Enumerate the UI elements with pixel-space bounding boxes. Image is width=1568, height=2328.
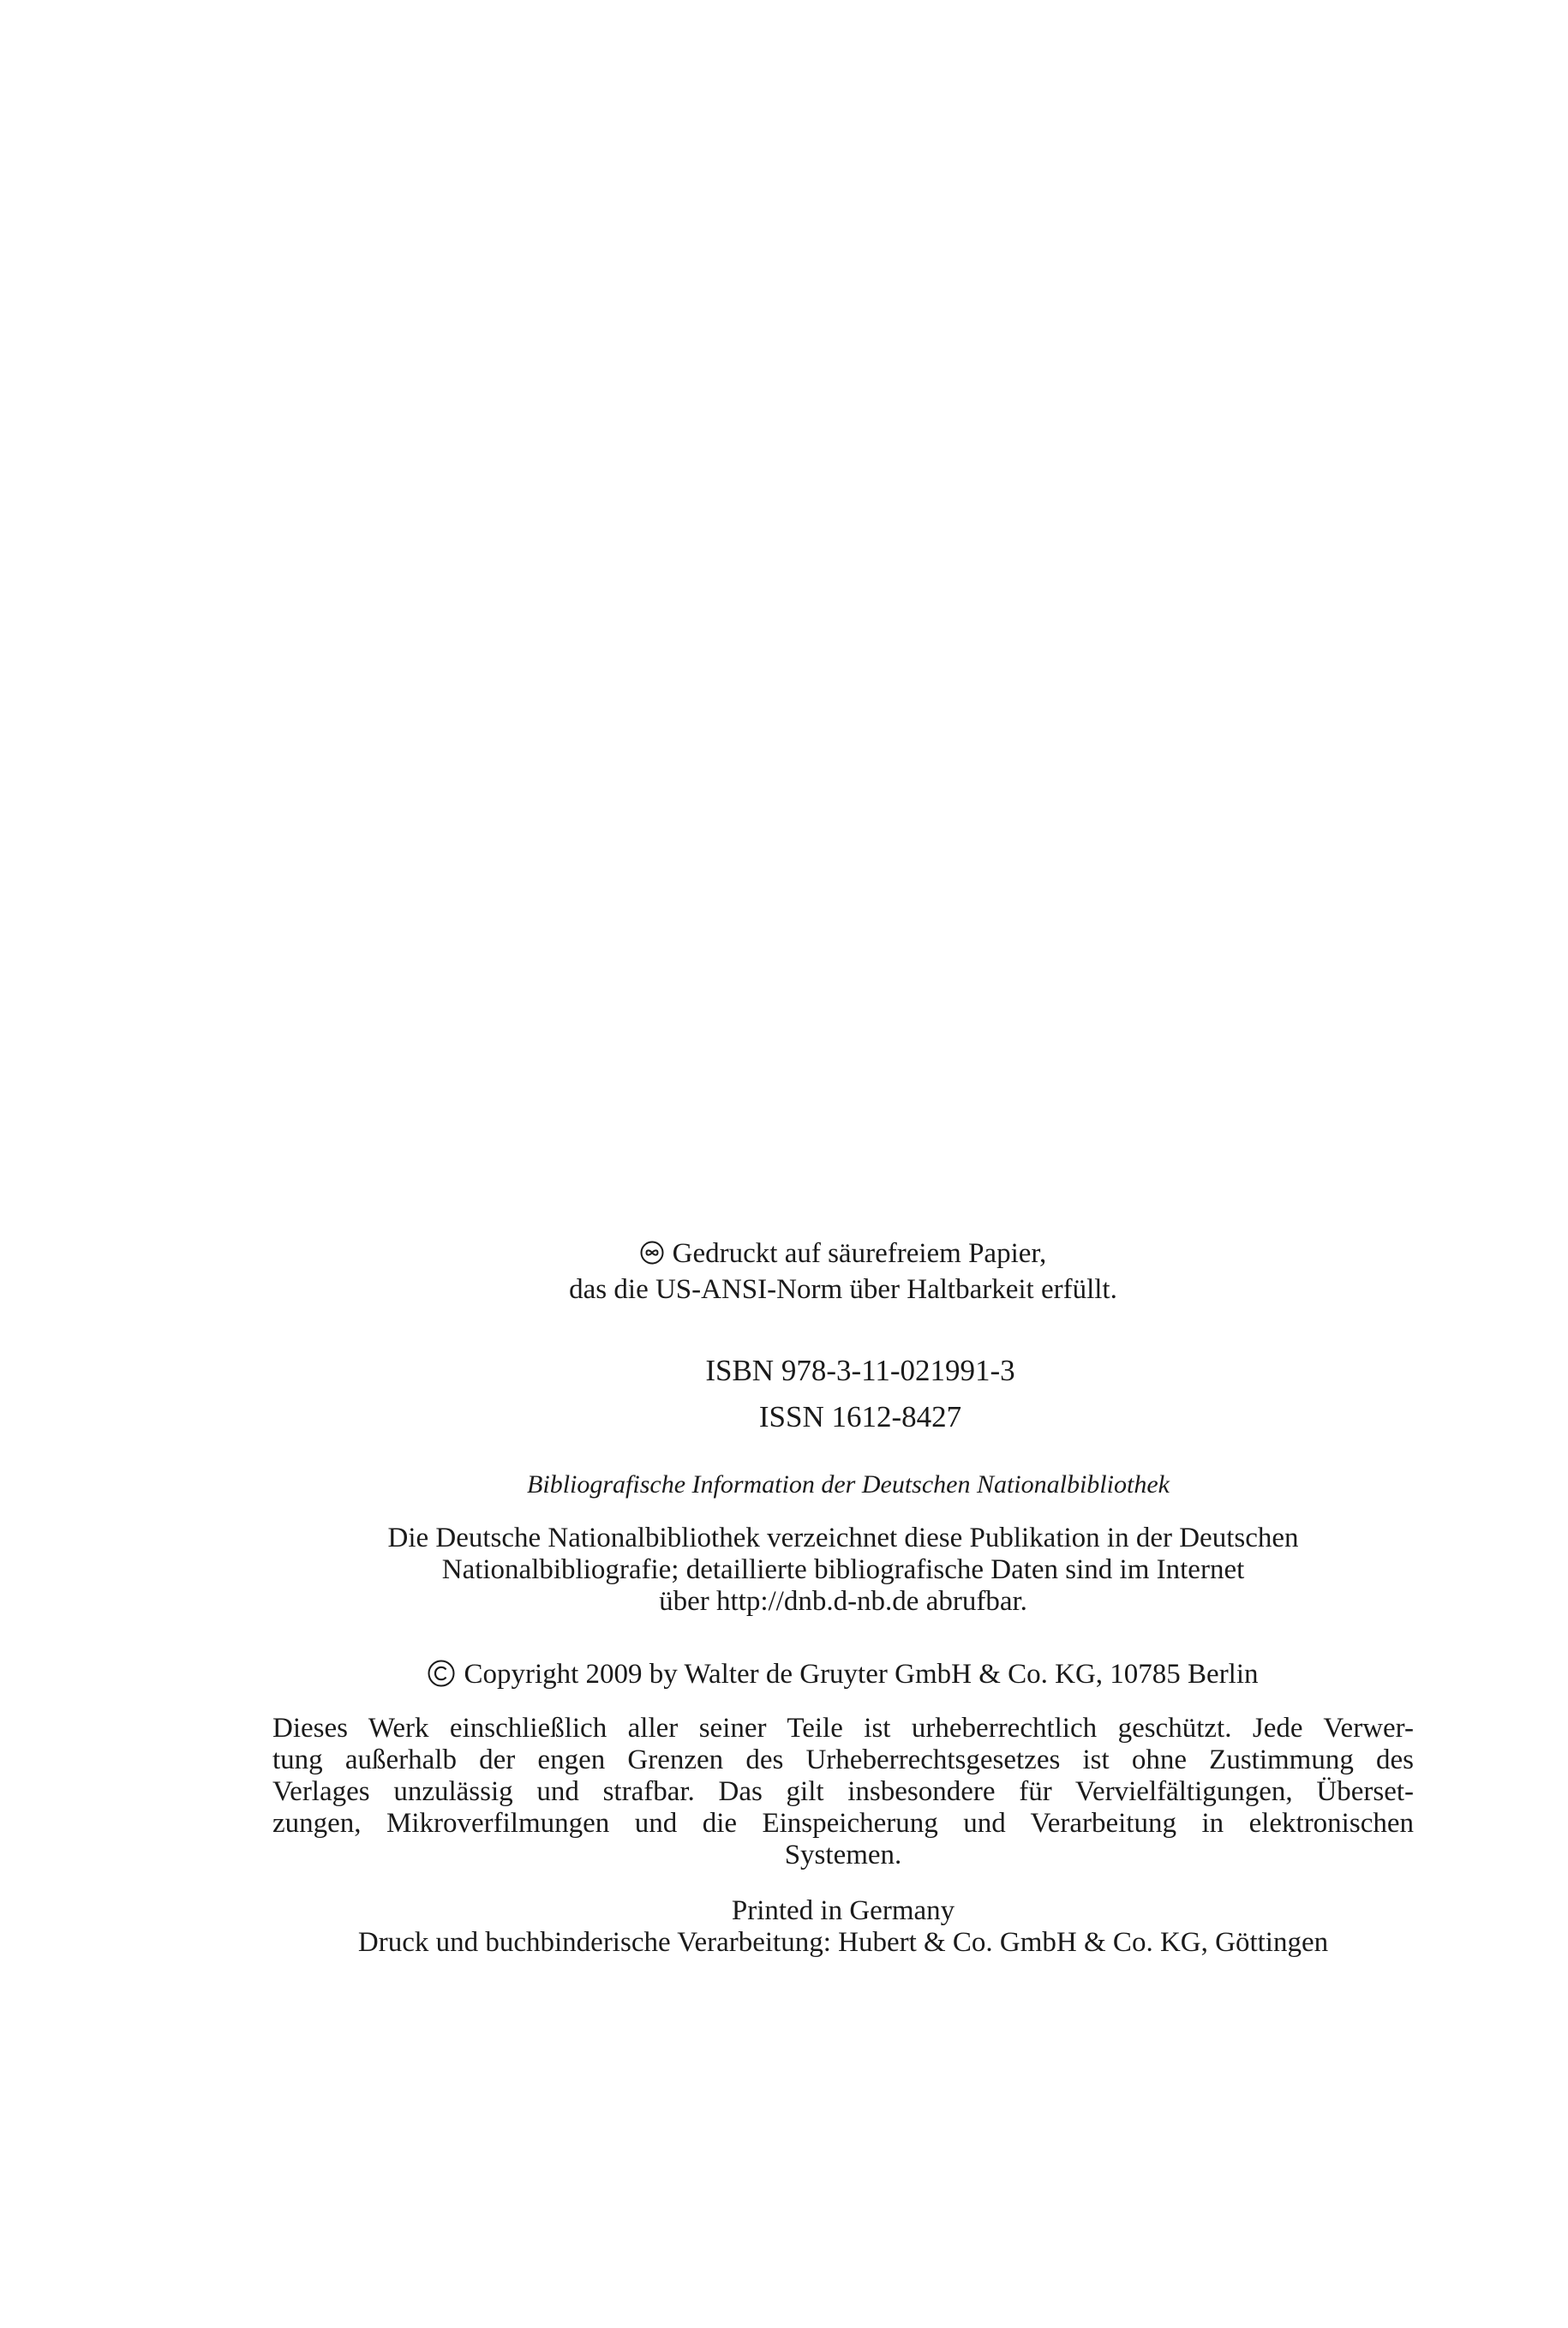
paper-note-line-1 xyxy=(272,1237,1414,1273)
rights-line-5: Systemen. xyxy=(784,1840,902,1870)
rights-line-2: tung außerhalb der engen Grenzen des Urheberrechtsgesetzes ist ohne Zustimmung des xyxy=(272,1745,1414,1775)
printer-credit: Druck und buchbinderische Verarbeitung: Hubert & Co. GmbH & Co. KG, Göttingen xyxy=(357,1927,1329,1958)
bibliographic-line-2: Nationalbibliografie; detaillierte bibliografische Daten sind im Internet xyxy=(441,1554,1245,1585)
rights-notice xyxy=(272,1713,1414,1871)
identifiers xyxy=(272,1348,1414,1440)
bibliographic-heading: Bibliografische Information der Deutschen Nationalbibliothek xyxy=(527,1470,1170,1499)
copyright-text: Copyright 2009 by Walter de Gruyter GmbH & Co. KG, 10785 Berlin xyxy=(464,1659,1259,1690)
bibliographic-info xyxy=(272,1523,1414,1618)
imprint-page xyxy=(272,1237,1414,1959)
infinity-circle-icon xyxy=(640,1240,664,1273)
isbn: ISBN 978-3-11-021991-3 xyxy=(705,1354,1015,1387)
bibliographic-line-1: Die Deutsche Nationalbibliothek verzeichnet diese Publikation in der Deutschen xyxy=(387,1523,1299,1553)
rights-line-3: Verlages unzulässig und strafbar. Das gilt insbesondere für Vervielfältigungen, Überset- xyxy=(272,1776,1414,1807)
paper-note-text-1: Gedruckt auf säurefreiem Papier, xyxy=(672,1238,1047,1269)
printed-country: Printed in Germany xyxy=(731,1895,955,1926)
paper-note-line-2: das die US-ANSI-Norm über Haltbarkeit erfüllt. xyxy=(569,1274,1117,1305)
acid-free-paper-note xyxy=(272,1237,1414,1307)
bibliographic-line-3: über http://dnb.d-nb.de abrufbar. xyxy=(659,1586,1027,1617)
copyright-notice xyxy=(272,1657,1414,1696)
rights-line-1: Dieses Werk einschließlich aller seiner Teile ist urheberrechtlich geschützt. Jede Verwer- xyxy=(272,1713,1414,1744)
issn: ISSN 1612-8427 xyxy=(758,1400,962,1433)
printing-info xyxy=(272,1895,1414,1959)
rights-line-4: zungen, Mikroverfilmungen und die Einspeicherung und Verarbeitung in elektronischen xyxy=(272,1808,1414,1839)
copyright-icon xyxy=(428,1660,455,1696)
